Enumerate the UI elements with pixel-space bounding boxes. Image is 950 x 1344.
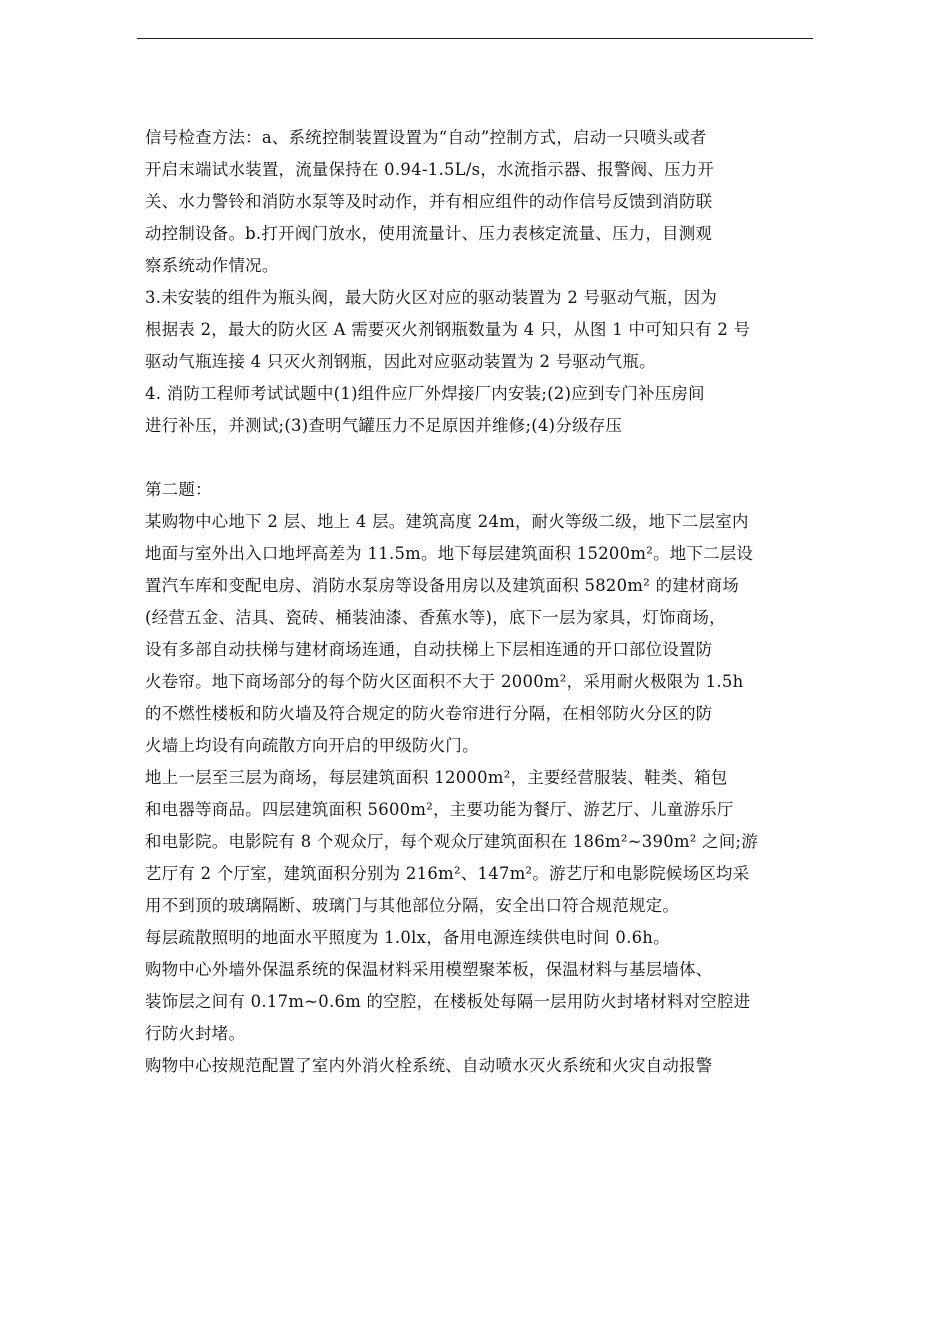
text-line: 装饰层之间有 0.17m~0.6m 的空腔，在楼板处每隔一层用防火封堵材料对空腔进 xyxy=(145,992,751,1011)
text-line: 每层疏散照明的地面水平照度为 1.0lx，备用电源连续供电时间 0.6h。 xyxy=(145,928,670,947)
text-line: 置汽车库和变配电房、消防水泵房等设备用房以及建筑面积 5820m² 的建材商场 xyxy=(145,576,740,595)
text-line: 地上一层至三层为商场，每层建筑面积 12000m²，主要经营服装、鞋类、箱包 xyxy=(145,768,728,787)
text-line: 的不燃性楼板和防火墙及符合规定的防火卷帘进行分隔，在相邻防火分区的防 xyxy=(145,704,713,723)
paragraph-evacuation-lighting xyxy=(145,922,815,954)
text-line: 某购物中心地下 2 层、地上 4 层。建筑高度 24m，耐火等级二级，地下二层室内 xyxy=(145,512,749,531)
paragraph-blank xyxy=(145,442,815,474)
text-line: (经营五金、洁具、瓷砖、桶装油漆、香蕉水等)，底下一层为家具，灯饰商场， xyxy=(145,608,726,627)
text-line: 3.未安装的组件为瓶头阀，最大防火区对应的驱动装置为 2 号驱动气瓶，因为 xyxy=(145,288,718,307)
text-line: 动控制设备。b.打开阀门放水，使用流量计、压力表核定流量、压力，目测观 xyxy=(145,224,713,243)
document-body xyxy=(145,122,815,1082)
text-line: 和电影院。电影院有 8 个观众厅，每个观众厅建筑面积在 186m²~390m² 之间;游 xyxy=(145,832,759,851)
text-line: 开启末端试水装置，流量保持在 0.94-1.5L/s，水流指示器、报警阀、压力开 xyxy=(145,160,715,179)
text-line: 察系统动作情况。 xyxy=(145,256,279,275)
text-line: 艺厅有 2 个厅室，建筑面积分别为 216m²、147m²。游艺厅和电影院候场区均采 xyxy=(145,864,750,883)
text-line: 地面与室外出入口地坪高差为 11.5m。地下每层建筑面积 15200m²。地下二层设 xyxy=(145,544,754,563)
text-line: 信号检查方法：a、系统控制装置设置为“自动”控制方式，启动一只喷头或者 xyxy=(145,128,707,147)
text-line: 行防火封堵。 xyxy=(145,1024,246,1043)
paragraph-answer-4 xyxy=(145,378,815,442)
header-rule xyxy=(137,38,813,39)
text-line: 设有多部自动扶梯与建材商场连通，自动扶梯上下层相连通的开口部位设置防 xyxy=(145,640,713,659)
text-line: 关、水力警铃和消防水泵等及时动作，并有相应组件的动作信号反馈到消防联 xyxy=(145,192,713,211)
text-line: 火卷帘。地下商场部分的每个防火区面积不大于 2000m²，采用耐火极限为 1.5h xyxy=(145,672,744,691)
text-line: 火墙上均设有向疏散方向开启的甲级防火门。 xyxy=(145,736,479,755)
paragraph-insulation xyxy=(145,954,815,1050)
paragraph-mall-basement xyxy=(145,506,815,762)
text-line: 第二题： xyxy=(145,480,212,499)
text-line: 购物中心按规范配置了室内外消火栓系统、自动喷水灭火系统和火灾自动报警 xyxy=(145,1056,713,1075)
text-line: 4. 消防工程师考试试题中(1)组件应厂外焊接厂内安装;(2)应到专门补压房间 xyxy=(145,384,705,403)
text-line: 用不到顶的玻璃隔断、玻璃门与其他部位分隔，安全出口符合规范规定。 xyxy=(145,896,680,915)
paragraph-question-2-title xyxy=(145,474,815,506)
paragraph-answer-3 xyxy=(145,282,815,378)
paragraph-mall-above-ground xyxy=(145,762,815,922)
paragraph-signal-check xyxy=(145,122,815,282)
text-line: 购物中心外墙外保温系统的保温材料采用模塑聚苯板，保温材料与基层墙体、 xyxy=(145,960,713,979)
text-line: 驱动气瓶连接 4 只灭火剂钢瓶，因此对应驱动装置为 2 号驱动气瓶。 xyxy=(145,352,656,371)
paragraph-fire-systems xyxy=(145,1050,815,1082)
text-line: 进行补压，并测试;(3)查明气罐压力不足原因并维修;(4)分级存压 xyxy=(145,416,623,435)
text-line: 根据表 2，最大的防火区 A 需要灭火剂钢瓶数量为 4 只，从图 1 中可知只有 2 号 xyxy=(145,320,751,339)
text-line: 和电器等商品。四层建筑面积 5600m²，主要功能为餐厅、游艺厅、儿童游乐厅 xyxy=(145,800,734,819)
